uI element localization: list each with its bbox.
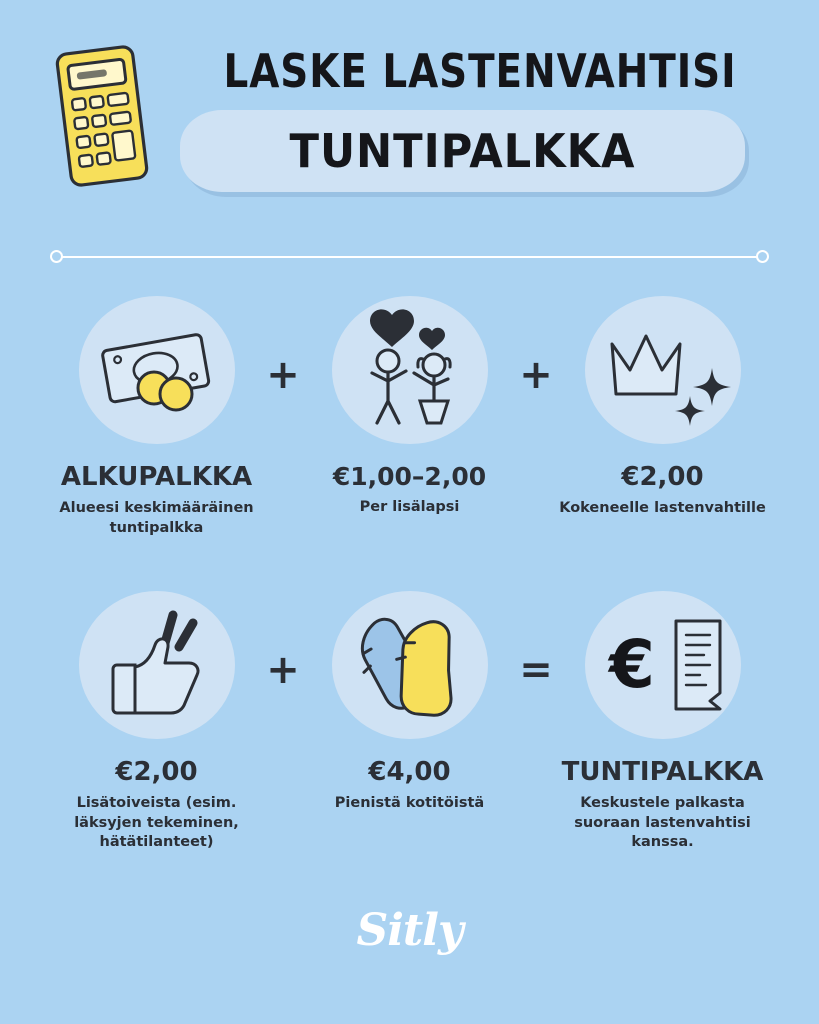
icon-container (573, 290, 753, 450)
header (0, 0, 819, 230)
formula-row-2 (0, 585, 819, 853)
formula-item-base-rate (49, 290, 264, 538)
item-amount: €1,00–2,00 (332, 462, 487, 491)
item-description: Alueesi keskimääräinen tuntipalkka (59, 500, 254, 536)
formula-item-result (555, 585, 770, 853)
operator-plus-2: + (519, 352, 553, 398)
divider-dot-left (50, 250, 63, 263)
calculator-icon (52, 42, 152, 190)
icon-container (67, 585, 247, 745)
icon-container (67, 290, 247, 450)
item-description: Keskustele palkasta suoraan lastenvahtisi kanssa. (574, 795, 751, 851)
two-children-hearts-icon (340, 305, 480, 435)
item-amount: €4,00 (368, 757, 451, 787)
brand-logo-text: Sitly (356, 905, 463, 956)
formula-item-experience (555, 290, 770, 519)
item-description: Pienistä kotitöistä (334, 795, 485, 811)
icon-container (320, 290, 500, 450)
brand-logo (0, 905, 819, 956)
formula-row-1 (0, 290, 819, 538)
item-amount: €2,00 (115, 757, 198, 787)
icon-container (573, 585, 753, 745)
formula-item-extra-child (302, 290, 517, 518)
cleaning-gloves-icon (340, 600, 480, 730)
item-amount: TUNTIPALKKA (561, 757, 764, 787)
divider-line (57, 256, 762, 258)
banknote-coins-icon (92, 320, 222, 420)
operator-plus-3: + (266, 647, 300, 693)
svg-text:€: € (608, 626, 655, 703)
divider-dot-right (756, 250, 769, 263)
icon-container (320, 585, 500, 745)
item-description: Lisätoiveista (esim. läksyjen tekeminen, hätätilanteet) (74, 795, 239, 851)
formula-item-chores (302, 585, 517, 814)
crown-sparkles-icon (588, 310, 738, 430)
page-title-line-1: LASKE LASTENVAHTISI (223, 44, 737, 98)
thumbs-up-icon (87, 605, 227, 725)
item-amount: ALKUPALKKA (60, 462, 253, 492)
page-title-line-2: TUNTIPALKKA (289, 124, 636, 178)
operator-equals: = (519, 647, 553, 693)
divider (50, 250, 769, 264)
item-amount: €2,00 (621, 462, 704, 492)
item-description: Per lisälapsi (359, 499, 460, 515)
euro-receipt-icon (588, 605, 738, 725)
operator-plus-1: + (266, 352, 300, 398)
formula-item-extra-wishes (49, 585, 264, 853)
item-description: Kokeneelle lastenvahtille (559, 500, 766, 516)
